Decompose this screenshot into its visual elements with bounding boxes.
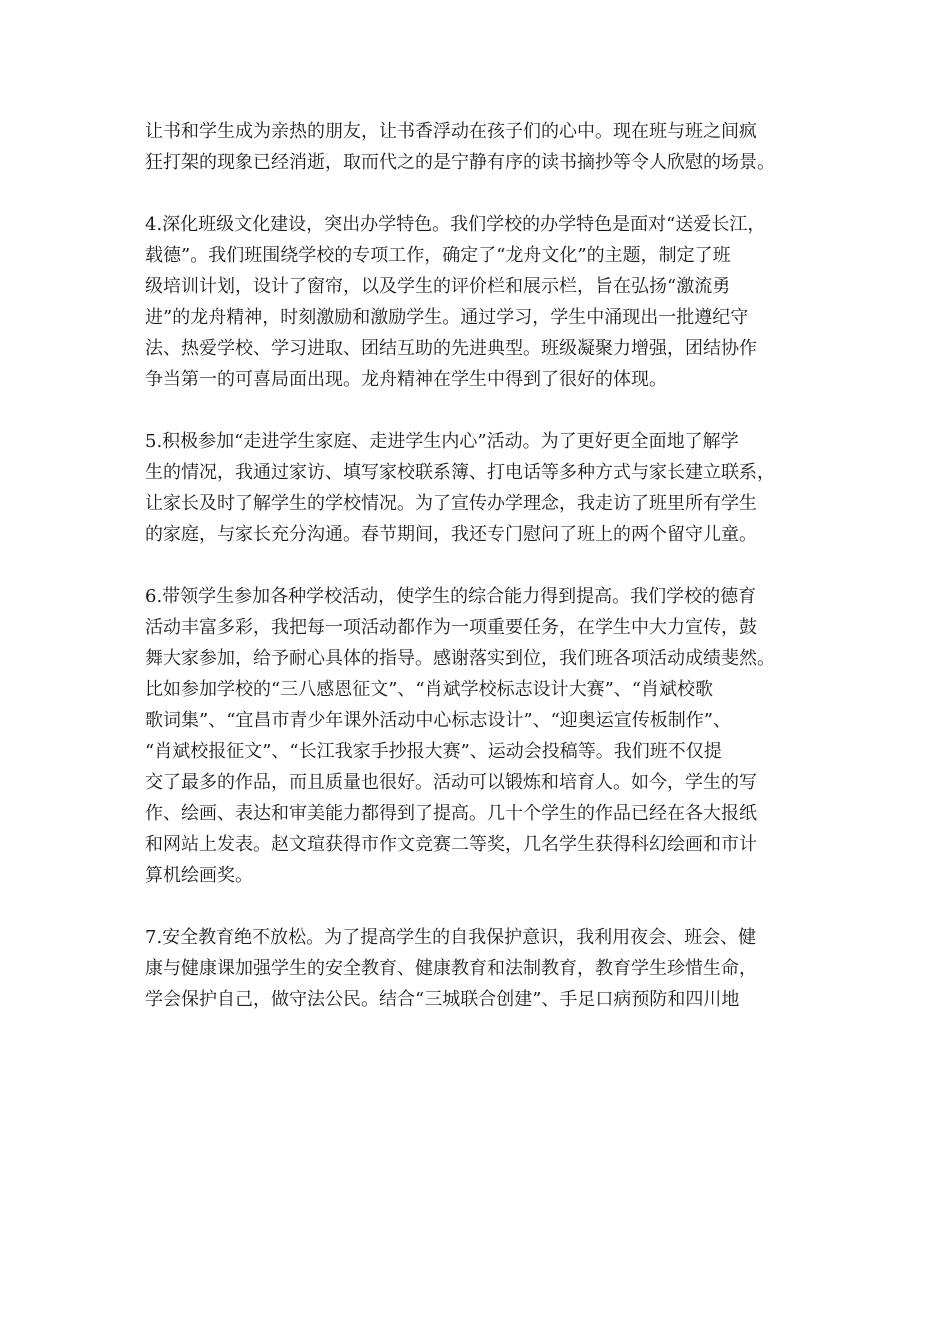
document-body	[145, 116, 810, 1015]
text-line: 狂打架的现象已经消逝，取而代之的是宁静有序的读书摘抄等令人欣慰的场景。	[145, 152, 775, 173]
text-line: 生的情况，我通过家访、填写家校联系簿、打电话等多种方式与家长建立联系，	[145, 462, 775, 483]
paragraph-item-5	[145, 426, 810, 550]
text-line: 法、热爱学校、学习进取、团结互助的先进典型。班级凝聚力增强，团结协作	[145, 338, 757, 359]
text-line: 级培训计划，设计了窗帘，以及学生的评价栏和展示栏，旨在弘扬“激流勇	[145, 276, 731, 297]
paragraph-item-7	[145, 922, 810, 1015]
text-line: 交了最多的作品，而且质量也很好。活动可以锻炼和培育人。如今，学生的写	[145, 772, 757, 793]
text-line: 歌词集”、“宜昌市青少年课外活动中心标志设计”、“迎奥运宣传板制作”、	[145, 710, 732, 731]
text-line: 和网站上发表。赵文瑄获得市作文竞赛二等奖，几名学生获得科幻绘画和市计	[145, 834, 757, 855]
paragraph-reading-culture	[145, 116, 810, 178]
text-line: 让书和学生成为亲热的朋友，让书香浮动在孩子们的心中。现在班与班之间疯	[145, 121, 757, 142]
text-line: 让家长及时了解学生的学校情况。为了宣传办学理念，我走访了班里所有学生	[145, 493, 757, 514]
paragraph-item-6	[145, 581, 810, 891]
text-line: 学会保护自己，做守法公民。结合“三城联合创建”、手足口病预防和四川地	[145, 989, 740, 1010]
paragraph-spacer	[145, 178, 810, 209]
paragraph-spacer	[145, 395, 810, 426]
text-line: 算机绘画奖。	[145, 865, 253, 886]
paragraph-item-4	[145, 209, 810, 395]
text-line: 比如参加学校的“三八感恩征文”、“肖斌学校标志设计大赛”、“肖斌校歌	[145, 679, 714, 700]
paragraph-spacer	[145, 550, 810, 581]
text-line: 4.深化班级文化建设，突出办学特色。我们学校的办学特色是面对“送爱长江，	[145, 214, 766, 235]
text-line: 舞大家参加，给予耐心具体的指导。感谢落实到位，我们班各项活动成绩斐然。	[145, 648, 775, 669]
text-line: 争当第一的可喜局面出现。龙舟精神在学生中得到了很好的体现。	[145, 369, 667, 390]
text-line: 活动丰富多彩，我把每一项活动都作为一项重要任务，在学生中大力宣传，鼓	[145, 617, 757, 638]
text-line: 5.积极参加“走进学生家庭、走进学生内心”活动。为了更好更全面地了解学	[145, 431, 739, 452]
text-line: 的家庭，与家长充分沟通。春节期间，我还专门慰问了班上的两个留守儿童。	[145, 524, 757, 545]
text-line: 7.安全教育绝不放松。为了提高学生的自我保护意识，我利用夜会、班会、健	[145, 927, 757, 948]
text-line: 6.带领学生参加各种学校活动，使学生的综合能力得到提高。我们学校的德育	[145, 586, 757, 607]
text-line: 进”的龙舟精神，时刻激励和激励学生。通过学习，学生中涌现出一批遵纪守	[145, 307, 749, 328]
text-line: 作、绘画、表达和审美能力都得到了提高。几十个学生的作品已经在各大报纸	[145, 803, 757, 824]
text-line: 康与健康课加强学生的安全教育、健康教育和法制教育，教育学生珍惜生命，	[145, 958, 757, 979]
text-line: 载德”。我们班围绕学校的专项工作，确定了“龙舟文化”的主题，制定了班	[145, 245, 731, 266]
paragraph-spacer	[145, 891, 810, 922]
text-line: “肖斌校报征文”、“长江我家手抄报大赛”、运动会投稿等。我们班不仅提	[145, 741, 722, 762]
